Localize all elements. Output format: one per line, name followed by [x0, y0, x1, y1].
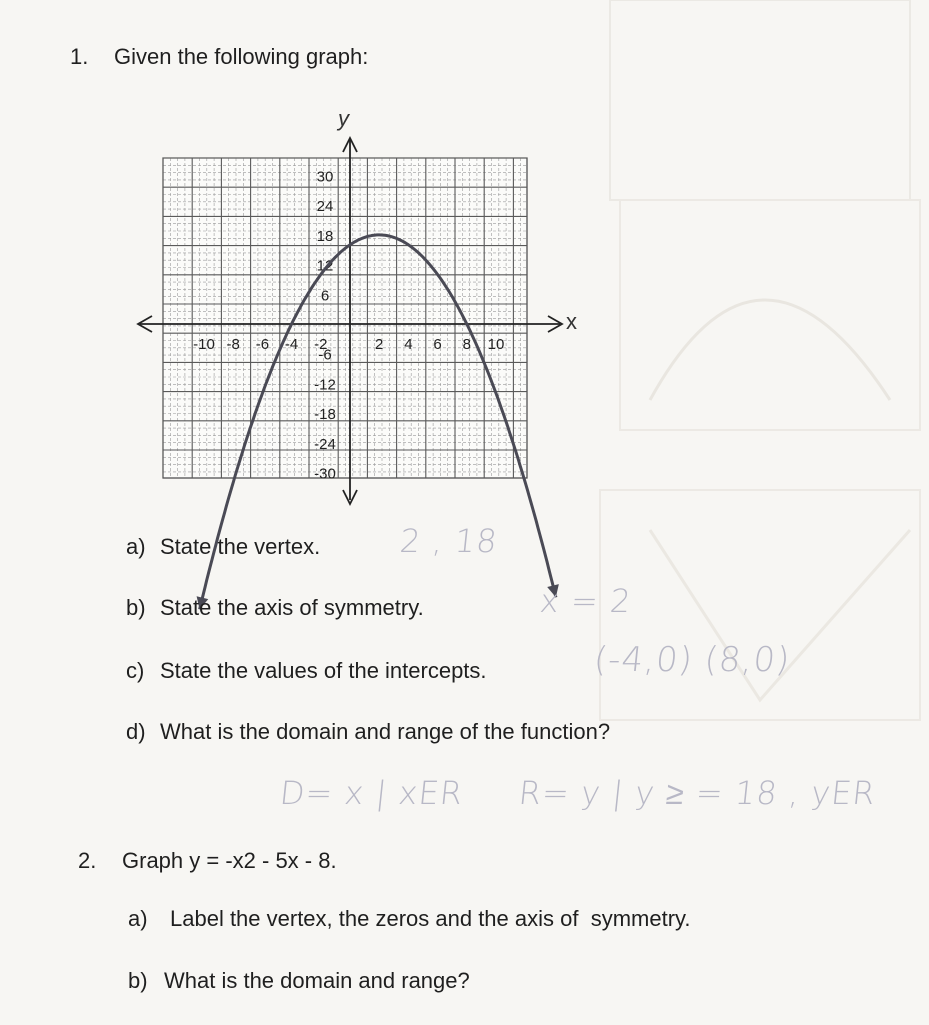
q2a-label: a): [128, 906, 148, 931]
x-tick-label: 6: [433, 336, 442, 353]
y-axis-label: y: [338, 106, 349, 131]
y-tick-label: -6: [318, 346, 332, 364]
q1b-text: State the axis of symmetry.: [160, 595, 424, 620]
x-axis-label: x: [566, 309, 577, 334]
y-tick-label: 30: [316, 168, 334, 186]
x-tick-label: 10: [487, 336, 505, 353]
x-tick-label: -10: [193, 336, 215, 353]
y-tick-label: 18: [316, 227, 334, 245]
q1a-text: State the vertex.: [160, 534, 321, 559]
q1c-label: c): [126, 658, 145, 683]
q2-number: 2.: [78, 848, 97, 873]
q1d-answer: D= x | xER R= y | y ≥ = 18 , yER: [278, 774, 878, 812]
q1b-label: b): [126, 595, 146, 620]
q1b-answer: x = 2: [538, 582, 634, 620]
x-tick-label: -6: [255, 336, 270, 353]
y-tick-label: -24: [314, 435, 336, 453]
q1c-text: State the values of the intercepts.: [160, 658, 487, 683]
y-tick-label: 12: [316, 257, 334, 275]
q1d-text: What is the domain and range of the function?: [160, 719, 611, 744]
x-tick-label: -8: [226, 336, 240, 353]
q1a-answer: 2 , 18: [398, 522, 500, 560]
q2a-text: Label the vertex, the zeros and the axis of symmetry.: [170, 906, 691, 931]
q1d-label: d): [126, 719, 146, 744]
q2-prompt: Graph y = -x2 - 5x - 8.: [122, 848, 337, 873]
q2b-label: b): [128, 968, 148, 993]
q1-number: 1.: [70, 44, 89, 69]
y-tick-label: 6: [320, 287, 330, 305]
x-tick-label: -4: [284, 336, 299, 353]
x-tick-label: 4: [404, 336, 413, 353]
y-tick-label: -18: [314, 406, 336, 424]
q2b-text: What is the domain and range?: [164, 968, 470, 993]
x-tick-label: 8: [462, 336, 471, 353]
q1-prompt: Given the following graph:: [114, 44, 369, 69]
graph-grid: [163, 158, 527, 478]
x-tick-label: 2: [375, 336, 384, 353]
y-tick-label: -30: [314, 465, 336, 483]
y-tick-label: -12: [314, 376, 336, 394]
q1c-answer: (-4,0) (8,0): [591, 640, 793, 680]
x-tick-label: -2: [314, 336, 328, 353]
y-tick-label: 24: [316, 198, 334, 216]
q1a-label: a): [126, 534, 146, 559]
